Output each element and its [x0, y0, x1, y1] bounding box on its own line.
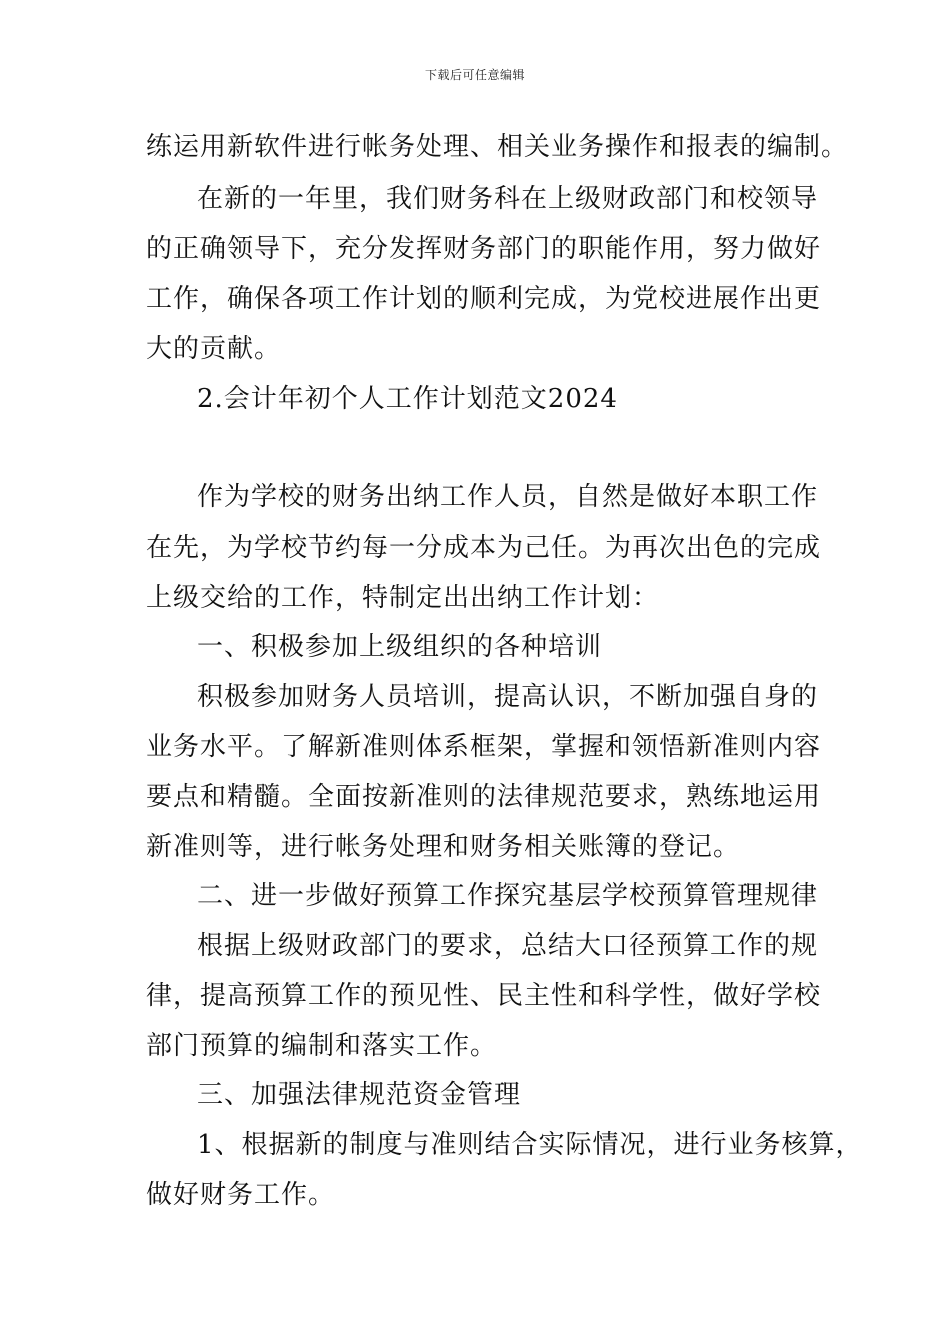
text-line: 要点和精髓。全面按新准则的法律规范要求，熟练地运用 — [146, 782, 822, 812]
text-line: 上级交给的工作，特制定出出纳工作计划： — [146, 583, 660, 613]
text-line: 工作，确保各项工作计划的顺利完成，为党校进展作出更 — [146, 284, 822, 314]
text-line: 根据上级财政部门的要求，总结大口径预算工作的规 — [197, 931, 819, 961]
text-line: 在先，为学校节约每一分成本为己任。为再次出色的完成 — [146, 533, 822, 563]
text-line: 律，提高预算工作的预见性、民主性和科学性，做好学校 — [146, 981, 822, 1011]
text-line: 作为学校的财务出纳工作人员，自然是做好本职工作 — [197, 482, 819, 512]
text-line: 的正确领导下，充分发挥财务部门的职能作用，努力做好 — [146, 234, 822, 264]
text-line: 业务水平。了解新准则体系框架，掌握和领悟新准则内容 — [146, 732, 822, 762]
text-line: 做好财务工作。 — [146, 1180, 336, 1210]
text-line: 在新的一年里，我们财务科在上级财政部门和校领导 — [197, 184, 819, 214]
text-line: 1、根据新的制度与准则结合实际情况，进行业务核算， — [197, 1130, 863, 1160]
text-line: 部门预算的编制和落实工作。 — [146, 1031, 498, 1061]
page-header: 下载后可任意编辑 — [424, 68, 525, 82]
text-line: 积极参加财务人员培训，提高认识，不断加强自身的 — [197, 682, 819, 712]
section-heading: 2.会计年初个人工作计划范文2024 — [197, 384, 618, 414]
text-line: 练运用新软件进行帐务处理、相关业务操作和报表的编制。 — [146, 132, 849, 162]
subsection-heading: 一、积极参加上级组织的各种培训 — [197, 632, 603, 662]
subsection-heading: 二、进一步做好预算工作探究基层学校预算管理规律 — [197, 881, 819, 911]
text-line: 大的贡献。 — [146, 334, 282, 364]
text-line: 新准则等，进行帐务处理和财务相关账簿的登记。 — [146, 832, 741, 862]
subsection-heading: 三、加强法律规范资金管理 — [197, 1080, 522, 1110]
